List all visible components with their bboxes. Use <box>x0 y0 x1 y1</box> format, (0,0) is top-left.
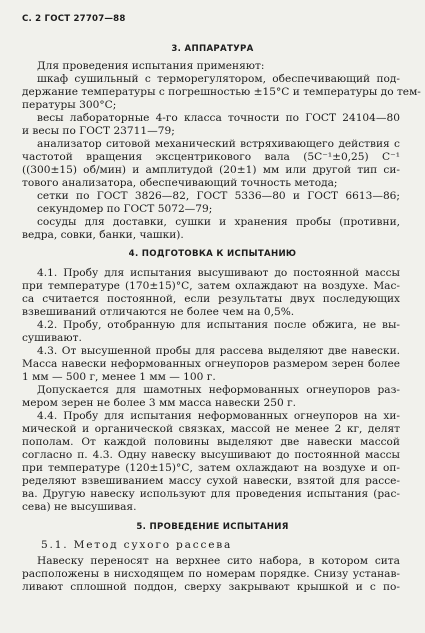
section-5-title: 5. ПРОВЕДЕНИЕ ИСПЫТАНИЯ <box>136 522 289 532</box>
text-line: ливают сплошной поддон, сверху закрывают крышкой и с по- <box>22 581 400 593</box>
text-line: сева) не высушивая. <box>22 501 137 513</box>
text-line: шкаф сушильный с терморегулятором, обеспечивающий под- <box>37 73 400 85</box>
text-line: секундомер по ГОСТ 5072—79; <box>37 203 213 215</box>
text-line: при температуре (170±15)°С, затем охлаждают на воздухе. Мас- <box>22 280 400 292</box>
text-line: мером зерен не более 3 мм масса навески 250 г. <box>22 397 297 409</box>
section-3-title: 3. АППАРАТУРА <box>171 44 254 54</box>
text-line: Допускается для шамотных неформованных огнеупоров раз- <box>37 384 400 396</box>
section-4-title: 4. ПОДГОТОВКА К ИСПЫТАНИЮ <box>128 249 297 259</box>
text-line: частотой вращения эксцентрикового вала (5С⁻¹±0,25) С⁻¹ <box>22 151 400 163</box>
text-line: 4.2. Пробу, отобранную для испытания после обжига, не вы- <box>37 319 400 331</box>
text-line: согласно п. 4.3. Одну навеску высушивают до постоянной массы <box>22 449 400 461</box>
text-line: ва. Другую навеску используют для проведения испытания (рас- <box>22 488 400 500</box>
text-line: Навеску переносят на верхнее сито набора, в котором сита <box>37 555 400 567</box>
text-line: 4.3. От высушенной пробы для рассева выделяют две навески. <box>37 345 400 357</box>
text-line: пополам. От каждой половины выделяют две навески массой <box>22 436 400 448</box>
text-line: при температуре (120±15)°С, затем охлаждают на воздухе и оп- <box>22 462 400 474</box>
text-line: сетки по ГОСТ 3826—82, ГОСТ 5336—80 и ГОСТ 6613—86; <box>37 190 400 202</box>
text-line: и весы по ГОСТ 23711—79; <box>22 125 175 137</box>
text-line: тового анализатора, обеспечивающий точность метода; <box>22 177 338 189</box>
text-line: сушивают. <box>22 332 82 344</box>
text-line: са считается постоянной, если результаты двух последующих <box>22 293 400 305</box>
text-line: Для проведения испытания применяют: <box>37 60 265 72</box>
text-line: ределяют взвешиванием массу сухой навески, взятой для рассе- <box>22 475 400 487</box>
subsection-title: 5.1. Метод сухого рассева <box>41 539 233 551</box>
text-line: 4.1. Пробу для испытания высушивают до постоянной массы <box>37 267 400 279</box>
text-line: держание температуры с погрешностью ±15°С и температуры до тем- <box>22 86 421 98</box>
text-line: 4.4. Пробу для испытания неформованных огнеупоров на хи- <box>37 410 400 422</box>
text-line: 1 мм — 500 г, менее 1 мм — 100 г. <box>22 371 216 383</box>
page-header: С. 2 ГОСТ 27707—88 <box>22 14 126 24</box>
text-line: весы лабораторные 4-го класса точности по ГОСТ 24104—80 <box>37 112 400 124</box>
text-line: мической и органической связках, массой не менее 2 кг, делят <box>22 423 400 435</box>
text-line: ведра, совки, банки, чашки). <box>22 229 184 241</box>
text-line: пературы 300°С; <box>22 99 117 111</box>
text-line: расположены в нисходящем по номерам порядке. Снизу устанав- <box>22 568 400 580</box>
text-line: анализатор ситовой механический встряхивающего действия с <box>37 138 400 150</box>
text-line: Масса навески неформованных огнеупоров размером зерен более <box>22 358 400 370</box>
text-line: сосуды для доставки, сушки и хранения пробы (противни, <box>37 216 400 228</box>
text-line: ((300±15) об/мин) и амплитудой (20±1) мм или другой тип си- <box>22 164 400 176</box>
text-line: взвешиваний отличаются не более чем на 0,5%. <box>22 306 295 318</box>
